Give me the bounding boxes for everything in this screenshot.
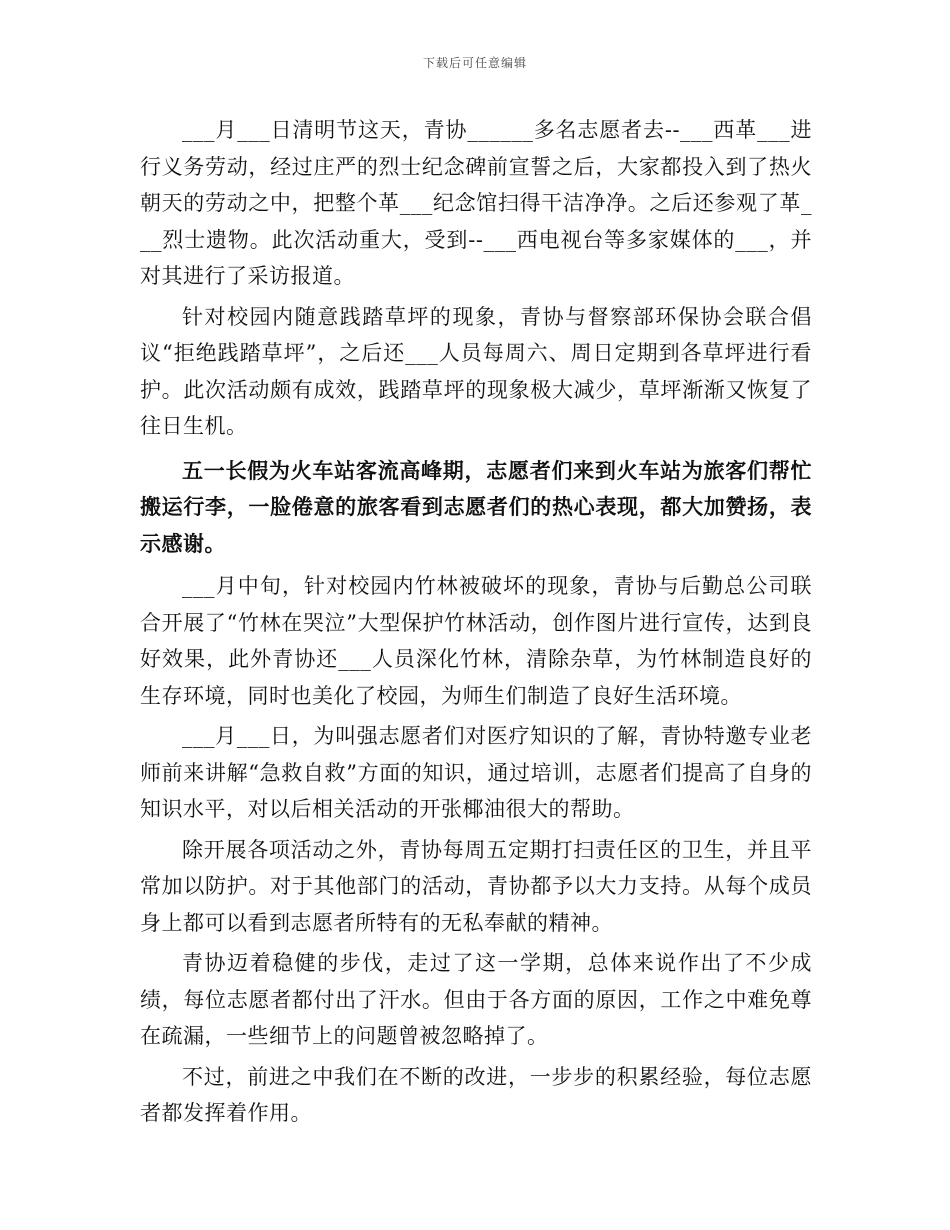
paragraph-first-aid-training: ___月___日，为叫强志愿者们对医疗知识的了解，青协特邀专业老师前来讲解“急救自救”方面的知识，通过培训，志愿者们提高了自身的知识水平，对以后相关活动的开张椰油很大的帮助。: [140, 724, 812, 821]
document-body: [140, 112, 812, 1136]
paragraph-daily-cleaning: 除开展各项活动之外，青协每周五定期打扫责任区的卫生，并且平常加以防护。对于其他部门的活动，青协都予以大力支持。从每个成员身上都可以看到志愿者所特有的无私奉献的精神。: [140, 837, 812, 935]
paragraph-closing: 不过，前进之中我们在不断的改进，一步步的积累经验，每位志愿者都发挥着作用。: [140, 1064, 812, 1125]
paragraph-grass-protection: 针对校园内随意践踏草坪的现象，青协与督察部环保协会联合倡议“拒绝践踏草坪”，之后还___人员每周六、周日定期到各草坪进行看护。此次活动颇有成效，践踏草坪的现象极大减少，草坪渐渐又恢复了往日生机。: [140, 304, 812, 438]
paragraph-qingming: ___月___日清明节这天，青协______多名志愿者去--___西革___进行义务劳动，经过庄严的烈士纪念碑前宣誓之后，大家都投入到了热火朝天的劳动之中，把整个革___纪念馆扫得干洁净净。之后还参观了革___烈士遗物。此次活动重大，受到--___西电视台等多家媒体的___，并对其进行了采访报道。: [140, 118, 812, 288]
paragraph-train-station: 五一长假为火车站客流高峰期，志愿者们来到火车站为旅客们帮忙搬运行李，一脸倦意的旅客看到志愿者们的热心表现，都大加赞扬，表示感谢。: [140, 457, 812, 556]
paragraph-bamboo-forest: ___月中旬，针对校园内竹林被破坏的现象，青协与后勤总公司联合开展了“竹林在哭泣”大型保护竹林活动，创作图片进行宣传，达到良好效果，此外青协还___人员深化竹林，清除杂草，为竹林制造良好的生存环境，同时也美化了校园，为师生们制造了良好生活环境。: [140, 574, 812, 708]
page-header: 下载后可任意编辑: [422, 56, 527, 70]
paragraph-semester-summary: 青协迈着稳健的步伐，走过了这一学期，总体来说作出了不少成绩，每位志愿者都付出了汗水。但由于各方面的原因，工作之中难免尊在疏漏，一些细节上的问题曾被忽略掉了。: [140, 951, 812, 1048]
